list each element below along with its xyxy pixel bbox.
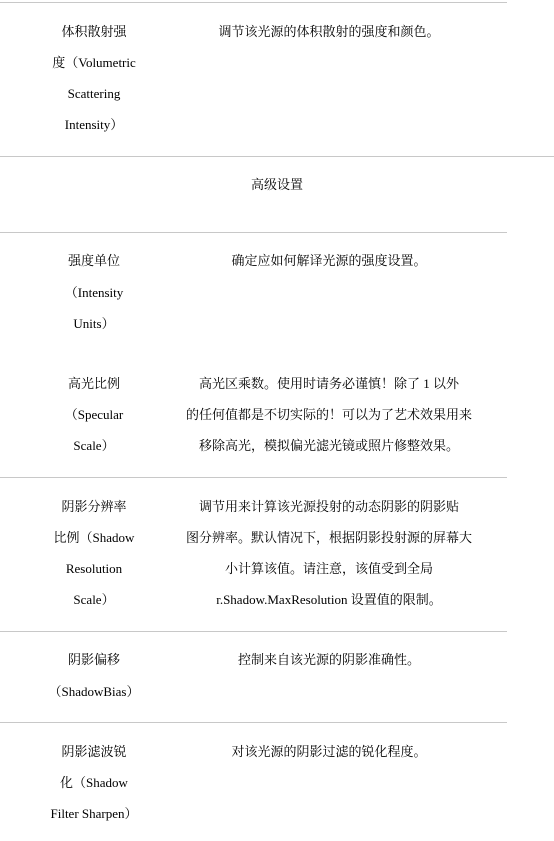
property-name: 化（Shadow bbox=[60, 775, 128, 790]
property-description: 图分辨率。默认情况下，根据阴影投射源的屏幕大 bbox=[185, 530, 472, 545]
property-description: r.Shadow.MaxResolution 设置值的限制。 bbox=[216, 592, 442, 607]
property-description: 控制来自该光源的阴影准确性。 bbox=[237, 652, 420, 667]
property-name: （Intensity bbox=[64, 285, 124, 300]
property-name: 强度单位 bbox=[67, 253, 120, 268]
property-name: 高光比例 bbox=[67, 376, 120, 391]
row-divider bbox=[0, 722, 507, 723]
property-description: 小计算该值。请注意，该值受到全局 bbox=[224, 561, 433, 576]
property-name: Scale） bbox=[73, 592, 115, 607]
property-description: 确定应如何解译光源的强度设置。 bbox=[231, 253, 427, 268]
property-name: Intensity） bbox=[64, 117, 124, 132]
section-divider-bottom bbox=[0, 232, 507, 233]
property-name: 度（Volumetric bbox=[52, 55, 136, 70]
property-name: Scale） bbox=[73, 438, 115, 453]
property-description: 的任何值都是不切实际的！可以为了艺术效果用来 bbox=[185, 407, 472, 422]
property-name: 体积散射强 bbox=[61, 24, 127, 39]
property-name: 阴影偏移 bbox=[67, 652, 120, 667]
property-name: （ShadowBias） bbox=[48, 684, 140, 699]
section-divider-top bbox=[0, 156, 554, 157]
property-description: 调节该光源的体积散射的强度和颜色。 bbox=[218, 24, 440, 39]
row-divider bbox=[0, 631, 507, 632]
property-name: 比例（Shadow bbox=[53, 530, 135, 545]
section-heading: 高级设置 bbox=[250, 177, 303, 192]
property-description: 调节用来计算该光源投射的动态阴影的阴影贴 bbox=[198, 499, 459, 514]
row-divider bbox=[0, 477, 507, 478]
property-description: 高光区乘数。使用时请务必谨慎！除了 1 以外 bbox=[198, 376, 459, 391]
property-name: Resolution bbox=[65, 561, 123, 576]
property-name: 阴影滤波锐 bbox=[61, 744, 127, 759]
table-top-divider bbox=[0, 2, 507, 3]
property-name: 阴影分辨率 bbox=[61, 499, 127, 514]
property-name: Filter Sharpen） bbox=[50, 806, 138, 821]
property-name: Units） bbox=[73, 316, 115, 331]
property-description: 移除高光，模拟偏光滤光镜或照片修整效果。 bbox=[198, 438, 459, 453]
property-name: （Specular bbox=[64, 407, 124, 422]
property-name: Scattering bbox=[67, 86, 121, 101]
property-description: 对该光源的阴影过滤的锐化程度。 bbox=[231, 744, 427, 759]
